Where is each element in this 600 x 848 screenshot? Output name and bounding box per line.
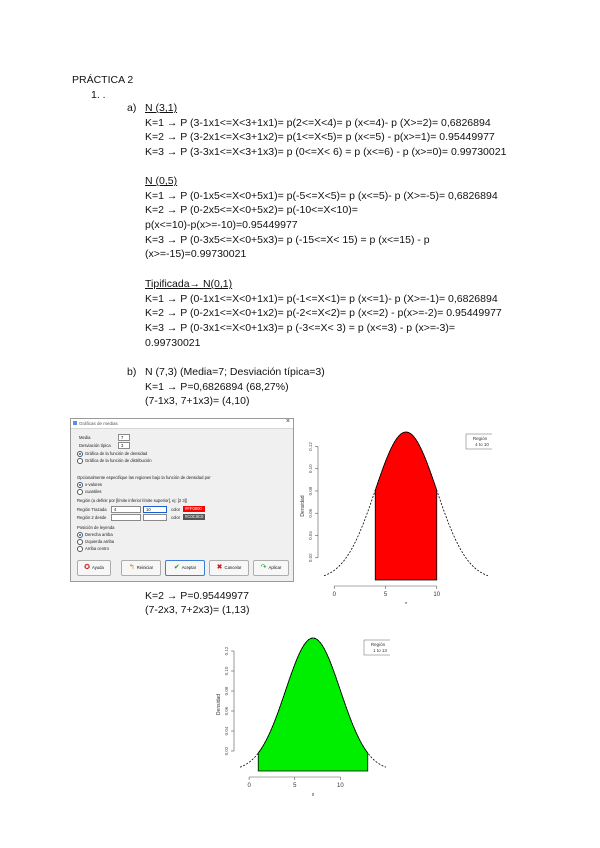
legend-opt-topright[interactable] bbox=[77, 532, 113, 538]
label-a: a) bbox=[127, 102, 137, 114]
help-icon: ✪ bbox=[84, 564, 91, 571]
y-axis-label: Densidad bbox=[300, 495, 306, 517]
formula-line: K=2 → P (3-2x1<=X<3+1x2)= p(1<=X<5)= p (x<=5) - p(x>=1)= 0.95449977 bbox=[145, 131, 495, 143]
radio-icon bbox=[77, 489, 83, 495]
formula-line: K=2 → P (0-2x1<=X<0+1x2)= p(-2<=X<2)= p (x<=2) - p(x>=-2)= 0.95449977 bbox=[145, 307, 502, 319]
legend-opt-topleft[interactable] bbox=[77, 539, 114, 545]
y-tick-label: 0.02 bbox=[308, 553, 313, 563]
sombra-label: Opcionalmente especifique las regiones bajo la función de densidad por bbox=[77, 475, 211, 480]
legend-opt-label: Arriba centro bbox=[85, 546, 109, 552]
legend-label: 4 to 10 bbox=[475, 442, 489, 447]
legend-label: 1 to 13 bbox=[373, 648, 387, 653]
check-icon: ✔ bbox=[173, 564, 180, 571]
region-hint: Región (a definir por [límite inferior límite superior], ej: [2 3]) bbox=[77, 498, 188, 503]
y-tick-label: 0.06 bbox=[308, 508, 313, 518]
opt-quantiles[interactable] bbox=[77, 489, 102, 495]
legend-title: Región bbox=[472, 436, 488, 441]
density-chart-green bbox=[212, 630, 390, 806]
region2-to-input[interactable] bbox=[143, 514, 167, 521]
formula-line: K=2 → P=0.95449977 bbox=[145, 590, 249, 602]
radio-icon bbox=[77, 482, 83, 488]
opt-distribution-label: Gráfica de la función de distribución bbox=[85, 458, 152, 464]
formula-line: K=3 → P (0-3x5<=X<0+5x3)= p (-15<=X< 15) = p (x<=15) - p bbox=[145, 234, 430, 246]
x-tick-label: 0 bbox=[332, 592, 336, 598]
formula-line: K=1 → P (0-1x1<=X<0+1x1)= p(-1<=X<1)= p (x<=1)- p (X>=-1)= 0,6826894 bbox=[145, 293, 498, 305]
formula-line: K=1 → P (0-1x5<=X<0+5x1)= p(-5<=X<5)= p (x<=5)- p (X>=-5)= 0,6826894 bbox=[145, 190, 498, 202]
x-tick-label: 5 bbox=[383, 592, 388, 598]
x-tick-label: 0 bbox=[247, 783, 251, 789]
color1-swatch[interactable] bbox=[183, 506, 205, 512]
color2-text: #C0C0C0 bbox=[185, 514, 204, 519]
x-tick-label: 5 bbox=[293, 783, 297, 789]
cancel-button-label: Cancelar bbox=[224, 565, 242, 571]
apply-button-label: Aplicar bbox=[268, 565, 282, 571]
formula-line: N (7,3) (Media=7; Desviación típica=3) bbox=[145, 366, 325, 378]
legend-opt-topcenter[interactable] bbox=[77, 546, 109, 552]
ok-button-label: Aceptar bbox=[181, 565, 197, 571]
y-axis-label: Densidad bbox=[216, 693, 222, 716]
help-button-label: Ayuda bbox=[92, 565, 104, 571]
y-tick-label: 0.12 bbox=[308, 442, 313, 451]
section-heading-tipificada: Tipificada→ N(0,1) bbox=[145, 278, 233, 290]
radio-icon bbox=[77, 532, 83, 538]
formula-line: p(x<=10)-p(x>=-10)=0.95449977 bbox=[145, 219, 298, 231]
cancel-icon: ✖ bbox=[216, 564, 223, 571]
legend-title: Región bbox=[370, 642, 386, 647]
ok-button[interactable] bbox=[165, 560, 205, 576]
reset-icon: ↰ bbox=[128, 564, 135, 571]
x-tick-label: 10 bbox=[433, 592, 441, 598]
formula-line: 0.99730021 bbox=[145, 337, 201, 349]
radio-icon bbox=[77, 539, 83, 545]
x-axis-label: x bbox=[404, 601, 408, 604]
color1-text: #FF0000 bbox=[185, 506, 202, 511]
color1-label: color bbox=[171, 507, 181, 512]
section-heading-n31: N (3,1) bbox=[145, 102, 178, 114]
apply-icon: ↷ bbox=[260, 564, 267, 571]
opt-distribution[interactable] bbox=[77, 458, 152, 464]
dt-input[interactable] bbox=[118, 442, 130, 449]
close-icon[interactable]: × bbox=[285, 418, 290, 425]
formula-line: (7-1x3, 7+1x3)= (4,10) bbox=[145, 395, 250, 407]
y-tick-label: 0.08 bbox=[308, 486, 313, 496]
dialog-titlebar bbox=[71, 419, 293, 429]
radio-icon bbox=[77, 458, 83, 464]
y-tick-label: 0.06 bbox=[224, 706, 229, 716]
formula-line: K=1 → P=0,6826894 (68,27%) bbox=[145, 381, 289, 393]
dialog-window bbox=[70, 418, 294, 582]
radio-icon bbox=[77, 546, 83, 552]
formula-line: K=1 → P (3-1x1<=X<3+1x1)= p(2<=X<4)= p (x<=4)- p (X>=2)= 0,6826894 bbox=[145, 117, 491, 129]
media-label: Media bbox=[79, 435, 91, 440]
opt-density[interactable] bbox=[77, 451, 147, 457]
media-value: 7 bbox=[121, 435, 124, 440]
y-tick-label: 0.02 bbox=[224, 746, 229, 756]
label-b: b) bbox=[127, 366, 137, 378]
formula-line: K=2 → P (0-2x5<=X<0+5x2)= p(-10<=X<10)= bbox=[145, 204, 358, 216]
y-tick-label: 0.08 bbox=[224, 686, 229, 696]
dialog-title: Gráficas de medias bbox=[79, 421, 118, 426]
region2-label: Región 2 desde bbox=[77, 515, 107, 520]
y-tick-label: 0.04 bbox=[224, 726, 229, 736]
density-chart-red bbox=[296, 412, 492, 604]
opt-quantiles-label: cuantiles bbox=[85, 489, 102, 495]
region1-to-input[interactable] bbox=[143, 506, 167, 513]
region2-from-input[interactable] bbox=[111, 514, 141, 521]
x-tick-label: 10 bbox=[337, 783, 344, 789]
help-button[interactable] bbox=[77, 560, 111, 576]
region1-label: Región Trazada bbox=[77, 507, 107, 512]
legend-opt-label: Izquierda arriba bbox=[85, 539, 115, 545]
opt-x-values[interactable] bbox=[77, 482, 102, 488]
legend-label: Posición de leyenda bbox=[77, 525, 115, 530]
section-heading-n05: N (0,5) bbox=[145, 175, 178, 187]
app-icon bbox=[73, 421, 77, 425]
page-title: PRÁCTICA 2 bbox=[72, 74, 134, 86]
dt-value: 3 bbox=[121, 443, 124, 448]
color2-label: color bbox=[171, 515, 181, 520]
media-input[interactable] bbox=[118, 434, 130, 441]
apply-button[interactable] bbox=[253, 560, 289, 576]
y-tick-label: 0.10 bbox=[308, 464, 313, 474]
item-number: 1. . bbox=[91, 89, 106, 101]
radio-icon bbox=[77, 451, 83, 457]
x-axis-label: x bbox=[311, 792, 315, 798]
formula-line: K=3 → P (0-3x1<=X<0+1x3)= p (-3<=X< 3) = p (x<=3) - p (x>=-3)= bbox=[145, 322, 456, 334]
region1-to-value: 10 bbox=[146, 507, 151, 512]
formula-line: (x>=-15)=0.99730021 bbox=[145, 248, 247, 260]
opt-x-label: x-valores bbox=[85, 482, 102, 488]
formula-line: K=3 → P (3-3x1<=X<3+1x3)= p (0<=X< 6) = p (x<=6) - p (x>=0)= 0.99730021 bbox=[145, 146, 507, 158]
reset-button[interactable] bbox=[121, 560, 161, 576]
cancel-button[interactable] bbox=[209, 560, 249, 576]
formula-line: (7-2x3, 7+2x3)= (1,13) bbox=[145, 604, 250, 616]
region1-from-value: 4 bbox=[114, 507, 117, 512]
color2-swatch[interactable] bbox=[183, 514, 205, 520]
y-tick-label: 0.12 bbox=[224, 646, 229, 656]
y-tick-label: 0.04 bbox=[308, 531, 313, 540]
legend-opt-label: Derecha arriba bbox=[85, 532, 113, 538]
reset-button-label: Reiniciar bbox=[136, 565, 154, 571]
opt-density-label: Gráfica de la función de densidad bbox=[85, 451, 148, 457]
y-tick-label: 0.10 bbox=[224, 666, 229, 676]
region1-from-input[interactable] bbox=[111, 506, 141, 513]
dt-label: Desviación típica bbox=[79, 443, 111, 448]
